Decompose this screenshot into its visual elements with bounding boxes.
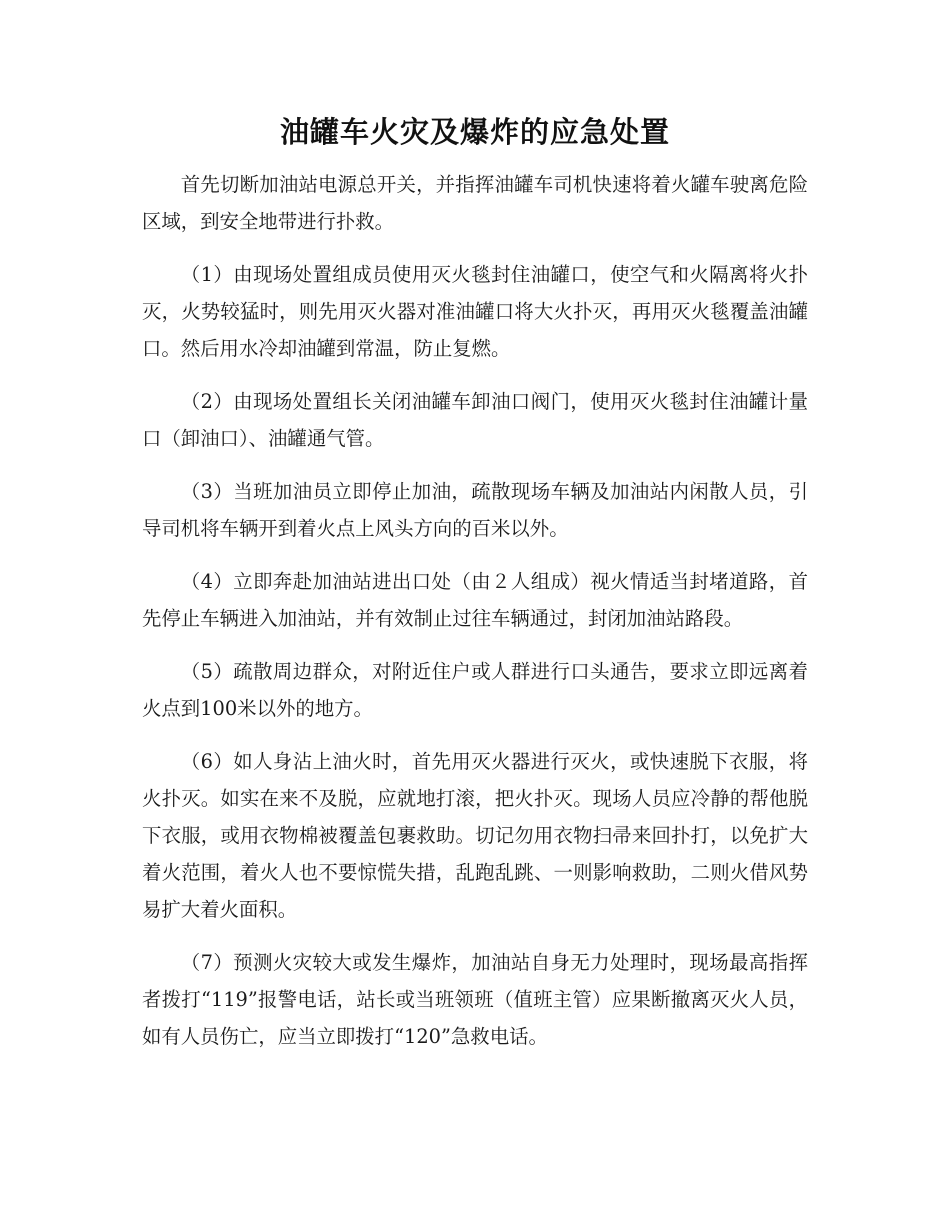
paragraph-intro: 首先切断加油站电源总开关，并指挥油罐车司机快速将着火罐车驶离危险区域，到安全地带进行扑救。 [142, 173, 808, 233]
paragraph-step-5: （5）疏散周边群众，对附近住户或人群进行口头通告，要求立即远离着火点到100米以外的地方。 [142, 660, 808, 720]
document-body [142, 166, 808, 1071]
paragraph-step-3: （3）当班加油员立即停止加油，疏散现场车辆及加油站内闲散人员，引导司机将车辆开到着火点上风头方向的百米以外。 [142, 480, 808, 540]
page-title: 油罐车火灾及爆炸的应急处置 [279, 115, 670, 149]
paragraph-step-1: （1）由现场处置组成员使用灭火毯封住油罐口，使空气和火隔离将火扑灭，火势较猛时，则先用灭火器对准油罐口将大火扑灭，再用灭火毯覆盖油罐口。然后用水冷却油罐到常温，防止复燃。 [142, 263, 808, 360]
paragraph-step-4: （4）立即奔赴加油站进出口处（由２人组成）视火情适当封堵道路，首先停止车辆进入加油站，并有效制止过往车辆通过，封闭加油站路段。 [142, 570, 808, 630]
paragraph-step-6: （6）如人身沾上油火时，首先用灭火器进行灭火，或快速脱下衣服，将火扑灭。如实在来不及脱，应就地打滚，把火扑灭。现场人员应冷静的帮他脱下衣服，或用衣物棉被覆盖包裹救助。切记勿用衣物扫帚来回扑打，以免扩大着火范围，着火人也不要惊慌失措，乱跑乱跳、一则影响救助，二则火借风势易扩大着火面积。 [142, 750, 808, 921]
paragraph-step-2: （2）由现场处置组长关闭油罐车卸油口阀门，使用灭火毯封住油罐计量口（卸油口）、油罐通气管。 [142, 390, 808, 450]
paragraph-step-7: （7）预测火灾较大或发生爆炸，加油站自身无力处理时，现场最高指挥者拨打“119”报警电话，站长或当班领班（值班主管）应果断撤离灭火人员，如有人员伤亡，应当立即拨打“120”急救电话。 [142, 951, 808, 1048]
